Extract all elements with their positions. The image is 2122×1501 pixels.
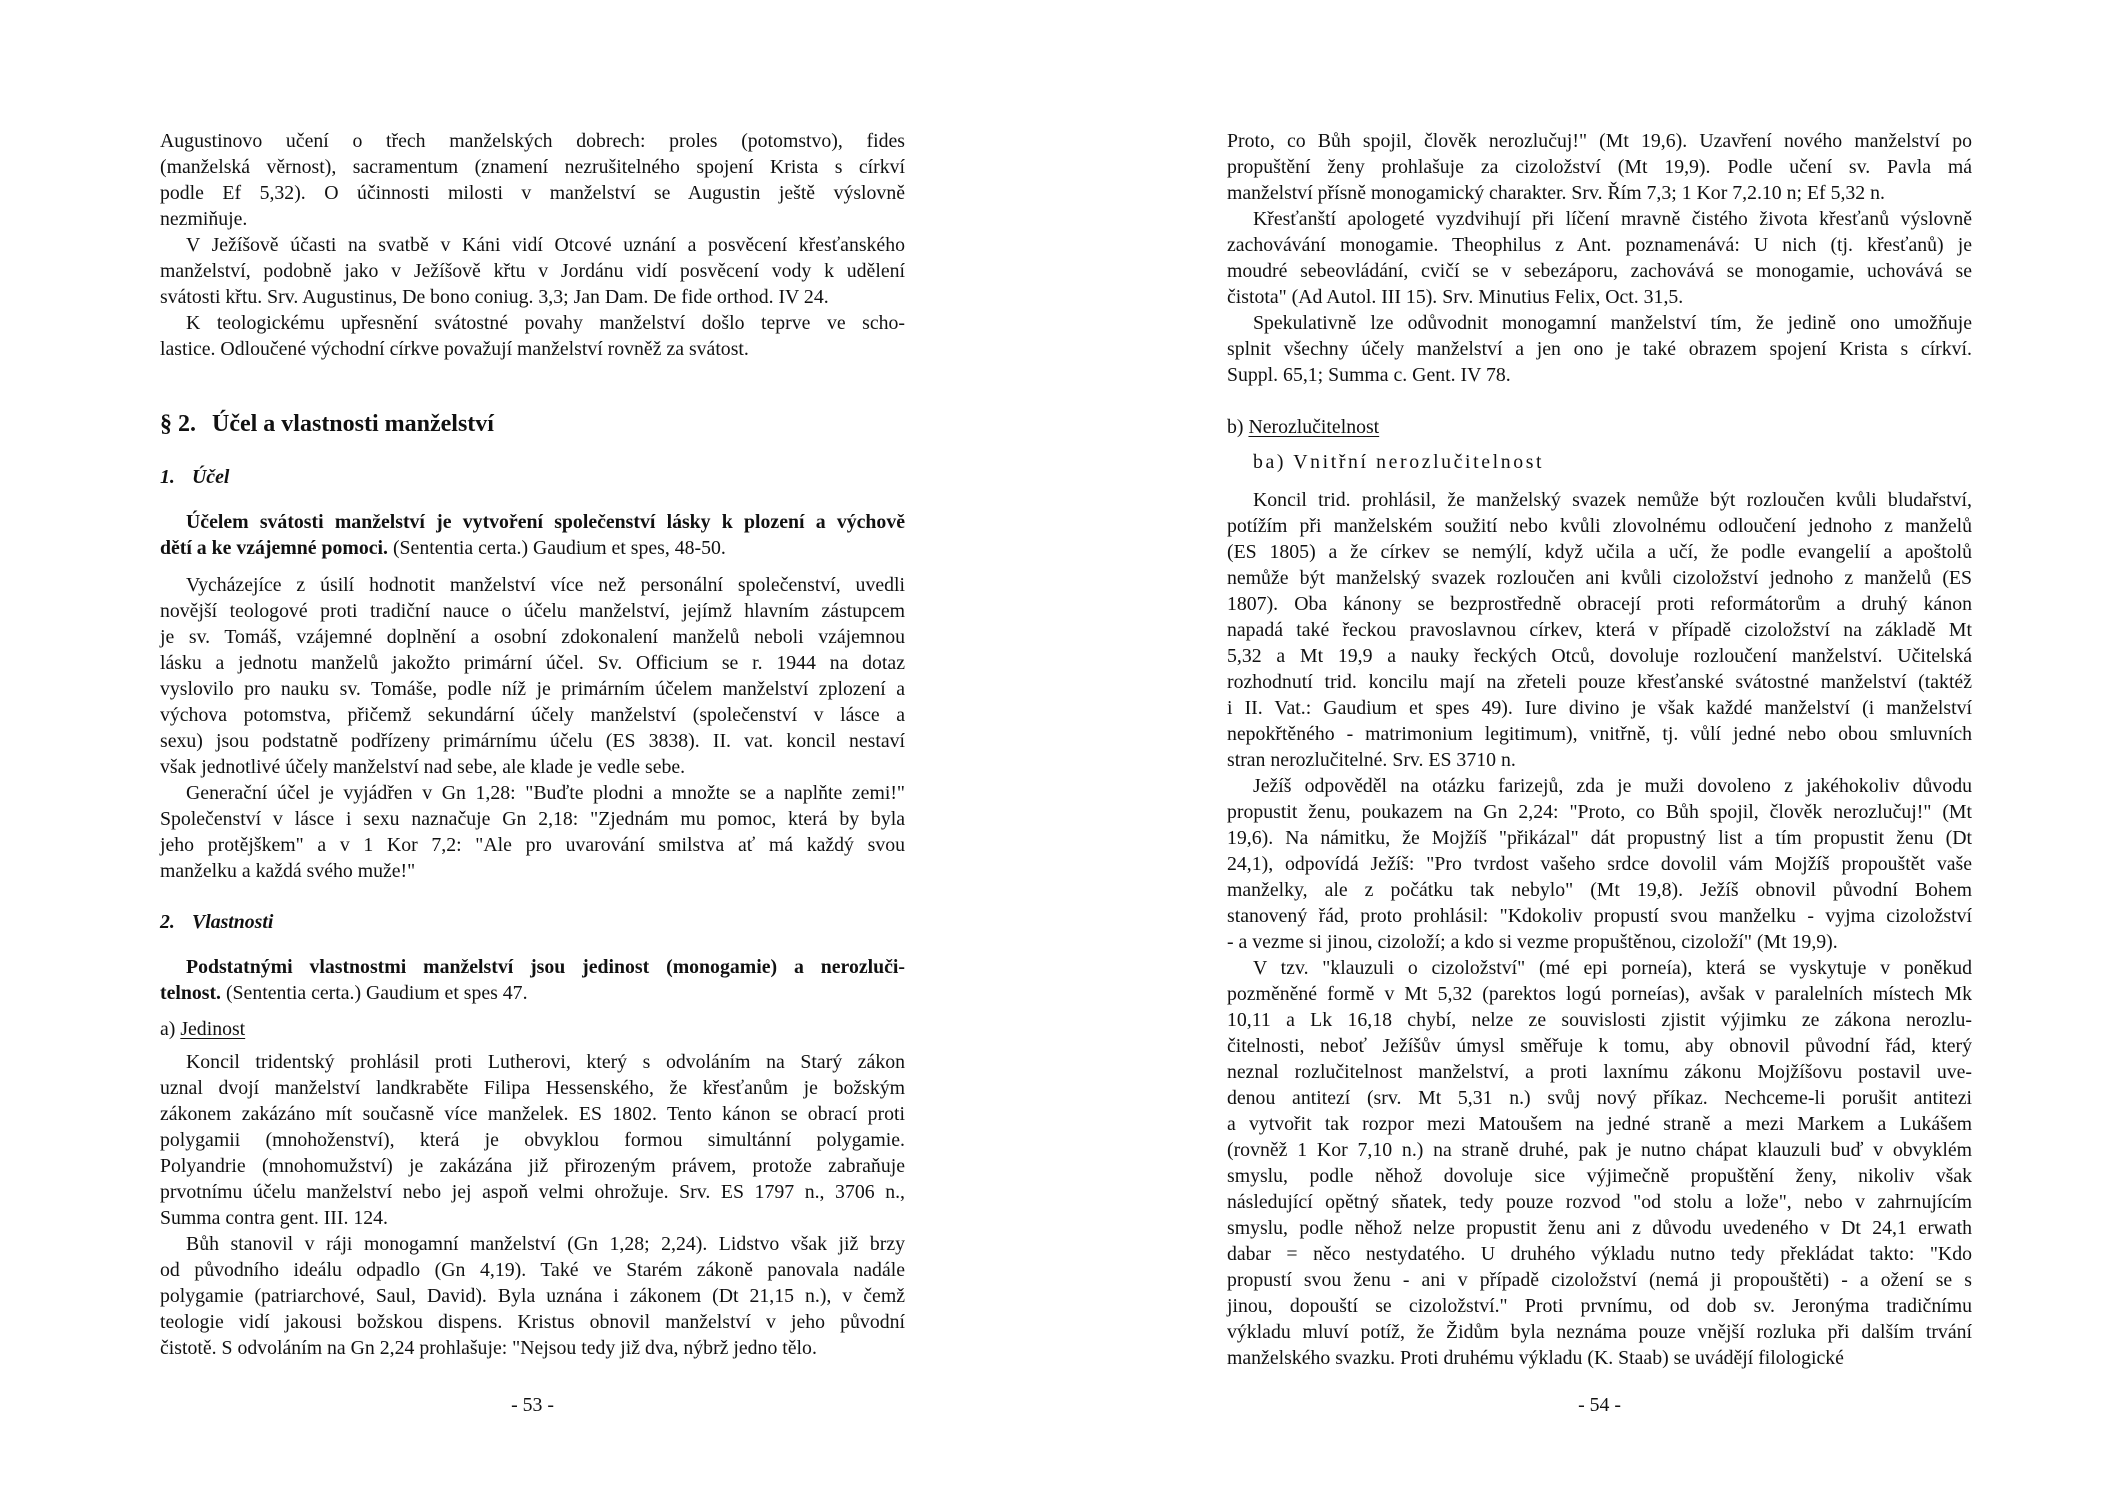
text-line: lastice. Odloučené východní církve považují manželství rovněž za svátost.	[160, 338, 749, 360]
text-line: jinou, dopouští se cizoložství." Proti prvnímu, od dob sv. Jeronýma tradičnímu	[1227, 1295, 1972, 1317]
text-line: čistota" (Ad Autol. III 15). Srv. Minutius Felix, Oct. 31,5.	[1227, 286, 1684, 308]
heading-title: Účel a vlastnosti manželství	[212, 411, 494, 437]
text-line: V Ježíšově účasti na svatbě v Káni vidí Otcové uznání a posvěcení křesťanského	[186, 234, 905, 256]
paragraph	[160, 1231, 905, 1361]
heading-title: Vlastnosti	[192, 911, 274, 933]
text-line: prvotnímu účelu manželství nebo jej aspoň velmi ohrožuje. Srv. ES 1797 n., 3706 n.,	[160, 1181, 905, 1203]
text-line: však jednotlivé účely manželství nad sebe, ale klade je vedle sebe.	[160, 756, 686, 778]
text-line: Proto, co Bůh spojil, člověk nerozlučuj!" (Mt 19,6). Uzavření nového manželství po	[1227, 130, 1972, 152]
text-line: Suppl. 65,1; Summa c. Gent. IV 78.	[1227, 364, 1511, 386]
text-line: zachovávání monogamie. Theophilus z Ant. poznamenává: U nich (tj. křesťanů) je	[1227, 234, 1972, 256]
thesis-statement	[160, 954, 905, 1006]
text-line: jeho protějškem" a v 1 Kor 7,2: "Ale pro uvarování smilstva ať má každý svou	[160, 834, 905, 856]
thesis-statement	[160, 509, 905, 561]
text-line: manželku a každá svého muže!"	[160, 860, 416, 882]
text-line: stanovený řád, proto prohlásil: "Kdokoliv propustí svou manželku - vyjma cizoložství	[1227, 905, 1972, 927]
heading-title: Vnitřní nerozlučitelnost	[1293, 451, 1545, 473]
text-line: splnit všechny účely manželství a jen ono je také obrazem spojení Krista s církví.	[1227, 338, 1972, 360]
text-line: propustit ženu, poukazem na Gn 2,24: "Proto, co Bůh spojil, člověk nerozlučuj!" (Mt	[1227, 801, 1972, 823]
heading-title: Jedinost	[180, 1018, 246, 1040]
text-line: 24,1), odpovídá Ježíš: "Pro tvrdost vašeho srdce dovolil vám Mojžíš propouštět vaše	[1227, 853, 1972, 875]
text-line: napadá také řeckou pravoslavnou církev, která v případě cizoložství na základě Mt	[1227, 619, 1972, 641]
paragraph	[160, 310, 905, 362]
heading-title: Účel	[192, 466, 230, 488]
text-line: moudré sebeovládání, cvičí se v sebezáporu, zachovává se monogamie, uchovává se	[1227, 260, 1972, 282]
heading-number: ba)	[1253, 451, 1287, 473]
text-line: Summa contra gent. III. 124.	[160, 1207, 388, 1229]
paragraph	[160, 128, 905, 232]
heading-title: Nerozlučitelnost	[1248, 416, 1380, 438]
paragraph	[1227, 206, 1972, 310]
text-line: a vytvořit tak rozpor mezi Matoušem na jedné straně a mezi Markem a Lukášem	[1227, 1113, 1972, 1135]
text-line: smyslu, podle něhož dovoluje sice výjimečně propuštění ženy, nikoliv však	[1227, 1165, 1972, 1187]
text-line: výchova potomstva, přičemž sekundární účely manželství (společenství v lásce a	[160, 704, 905, 726]
text-line: výkladu mluví potíž, že Židům byla neznáma pouze vnější rozluka při dalším trvání	[1227, 1321, 1972, 1343]
text-line: manželství, podobně jako v Ježíšově křtu v Jordánu vidí posvěcení vody k udělení	[160, 260, 905, 282]
text-line: potížím při manželském soužití nebo kvůli zlovolnému odloučení jednoho z manželů	[1227, 515, 1972, 537]
text-line: - a vezme si jinou, cizoloží; a kdo si vezme propuštěnou, cizoloží" (Mt 19,9).	[1227, 931, 1838, 953]
text-line: uznal dvojí manželství landkraběte Filipa Hessenského, že křesťanům je božským	[160, 1077, 905, 1099]
text-line: Vycházejíce z úsilí hodnotit manželství více než personální společenství, uvedli	[186, 574, 905, 596]
text-line: novější teologové proti tradiční nauce o účelu manželství, jejímž hlavním zástupcem	[160, 600, 905, 622]
sub-subsection-label	[1227, 449, 1972, 475]
text-line: 10,11 a Lk 16,18 chybí, nelze ze souvislosti zjistit výjimku ze zákona nerozlu-	[1227, 1009, 1972, 1031]
page-number-left: - 53 -	[511, 1394, 554, 1416]
text-line: manželky, ale z počátku tak nebylo" (Mt 19,8). Ježíš obnovil původní Bohem	[1227, 879, 1972, 901]
text-line: následující opětný sňatek, tedy pouze rozvod "od stolu a lože", nebo v zahrnujícím	[1227, 1191, 1972, 1213]
text-line: K teologickému upřesnění svátostné povahy manželství došlo teprve ve scho-	[186, 312, 905, 334]
paragraph	[160, 780, 905, 884]
subsection-heading	[160, 464, 905, 490]
text-line: svátosti křtu. Srv. Augustinus, De bono coniug. 3,3; Jan Dam. De fide orthod. IV 24.	[160, 286, 829, 308]
text-line: Ježíš odpověděl na otázku farizejů, zda je muži dovoleno z jakéhokoliv důvodu	[1253, 775, 1972, 797]
paragraph	[160, 232, 905, 310]
text-line: Polyandrie (mnohomužství) je zakázána již přirozeným právem, protože zabraňuje	[160, 1155, 905, 1177]
text-line: Křesťanští apologeté vyzdvihují při líčení mravně čistého života křesťanů výslovně	[1253, 208, 1972, 230]
heading-number: a)	[160, 1018, 176, 1040]
text-line: (rovněž 1 Kor 7,10 n.) na straně druhé, pak je nutno chápat klauzuli buď v obvyklém	[1227, 1139, 1972, 1161]
bold-text: Účelem svátosti manželství je vytvoření společenství lásky k plození a výchově	[186, 511, 905, 533]
subsection-label	[1227, 414, 1972, 440]
text-line: manželského svazku. Proti druhému výkladu (K. Staab) se uvádějí filologické	[1227, 1347, 1844, 1369]
paragraph	[1227, 487, 1972, 773]
text-line: propuštění ženy prohlašuje za cizoložství (Mt 19,9). Podle učení sv. Pavla má	[1227, 156, 1972, 178]
text-line: teologie vidí jakousi božskou dispens. Kristus obnovil manželství v jeho původní	[160, 1311, 905, 1333]
subsection-label	[160, 1016, 905, 1042]
text-line: nepokřtěného - matrimonium legitimum), vnitřně, tj. vůlí jedné nebo obou smluvních	[1227, 723, 1972, 745]
bold-text: dětí a ke vzájemné pomoci.	[160, 537, 388, 559]
text-line: dabar = něco nestydatého. U druhého výkladu nutno tedy překládat takto: "Kdo	[1227, 1243, 1972, 1265]
text-line: 1807). Oba kánony se bezprostředně obracejí proti reformátorům a druhý kánon	[1227, 593, 1972, 615]
text-line: polygamie (patriarchové, Saul, David). Byla uznána i zákonem (Dt 21,15 n.), v čemž	[160, 1285, 905, 1307]
text-line: Augustinovo učení o třech manželských dobrech: proles (potomstvo), fides	[160, 130, 905, 152]
paragraph	[1227, 128, 1972, 206]
text-line: (manželská věrnost), sacramentum (znamení nezrušitelného spojení Krista s církví	[160, 156, 905, 178]
text-line: zákonem zakázáno mít současně více manželek. ES 1802. Tento kánon se obrací proti	[160, 1103, 905, 1125]
page-54-text	[1227, 128, 1972, 1371]
normal-text: (Sententia certa.) Gaudium et spes 47.	[221, 982, 528, 1004]
text-line: sexu) jsou podstatně podřízeny primárnímu účelu (ES 3838). II. vat. koncil nestaví	[160, 730, 905, 752]
text-line: nezmiňuje.	[160, 208, 248, 230]
text-line: Generační účel je vyjádřen v Gn 1,28: "Buďte plodni a množte se a naplňte zemi!"	[186, 782, 905, 804]
text-line	[160, 954, 905, 980]
text-line: vyslovilo pro nauku sv. Tomáše, podle níž je primárním účelem manželství zplození a	[160, 678, 905, 700]
text-line: propustí svou ženu - ani v případě cizoložství (nemá ji propouštěti) - a ožení se s	[1227, 1269, 1972, 1291]
text-line: čistotě. S odvoláním na Gn 2,24 prohlašuje: "Nejsou tedy již dva, nýbrž jedno tělo.	[160, 1337, 817, 1359]
text-line: čitelnosti, neboť Ježíšův úmysl směřuje k tomu, aby obnovil původní řád, který	[1227, 1035, 1972, 1057]
heading-number: § 2.	[160, 411, 196, 437]
text-line: pozměněné formě v Mt 5,32 (parektos logú porneías), avšak v paralelních místech Mk	[1227, 983, 1972, 1005]
text-line: lásku a jednotu manželů jakožto primární účel. Sv. Officium se r. 1944 na dotaz	[160, 652, 905, 674]
page-number-right: - 54 -	[1578, 1394, 1621, 1416]
text-line: nemůže být manželský svazek rozloučen ani kvůli cizoložství jednoho z manželů (ES	[1227, 567, 1972, 589]
text-line	[160, 535, 905, 561]
section-heading	[160, 409, 905, 439]
bold-text: Podstatnými vlastnostmi manželství jsou jedinost (monogamie) a nerozluči-	[186, 956, 905, 978]
paragraph	[1227, 955, 1972, 1371]
heading-number: b)	[1227, 416, 1244, 438]
text-line: rozhodnutí trid. koncilu mají na zřeteli pouze křesťanské svátostné manželství (taktéž	[1227, 671, 1972, 693]
text-line: denou antitezí (srv. Mt 5,31 n.) svůj nový příkaz. Nechceme-li porušit antitezi	[1227, 1087, 1972, 1109]
paragraph	[160, 1049, 905, 1231]
text-line	[160, 980, 905, 1006]
text-line: stran nerozlučitelné. Srv. ES 3710 n.	[1227, 749, 1516, 771]
text-line: od původního ideálu odpadlo (Gn 4,19). Také ve Starém zákoně panovala nadále	[160, 1259, 905, 1281]
text-line	[160, 509, 905, 535]
paragraph	[1227, 773, 1972, 955]
bold-text: telnost.	[160, 982, 221, 1004]
text-line: Koncil trid. prohlásil, že manželský svazek nemůže být rozloučen kvůli bludařství,	[1253, 489, 1972, 511]
paragraph	[160, 572, 905, 780]
text-line: i II. Vat.: Gaudium et spes 49). Iure divino je však každé manželství (i manželství	[1227, 697, 1972, 719]
text-line: je sv. Tomáš, vzájemné doplnění a osobní zdokonalení manželů neboli vzájemnou	[160, 626, 905, 648]
text-line: 19,6). Na námitku, že Mojžíš "přikázal" dát propustný list a tím propustit ženu (Dt	[1227, 827, 1972, 849]
paragraph	[1227, 310, 1972, 388]
text-line: Koncil tridentský prohlásil proti Lutherovi, který s odvoláním na Starý zákon	[186, 1051, 905, 1073]
text-line: neznal rozlučitelnost manželství, a proti laxnímu zákonu Mojžíšovu postavil uve-	[1227, 1061, 1972, 1083]
text-line: Bůh stanovil v ráji monogamní manželství (Gn 1,28; 2,24). Lidstvo však již brzy	[186, 1233, 905, 1255]
page-53-text	[160, 128, 905, 1361]
heading-number: 1.	[160, 466, 175, 488]
text-line: 5,32 a Mt 19,9 a nauky řeckých Otců, dovoluje rozloučení manželství. Učitelská	[1227, 645, 1972, 667]
text-line: Společenství v lásce i sexu naznačuje Gn 2,18: "Zjednám mu pomoc, která by byla	[160, 808, 905, 830]
text-line: (ES 1805) a že církev se nemýlí, když učila a učí, že podle evangelií a apoštolů	[1227, 541, 1972, 563]
text-line: polygamii (mnohoženství), která je obvyklou formou simultánní polygamie.	[160, 1129, 905, 1151]
text-line: V tzv. "klauzuli o cizoložství" (mé epi porneía), která se vyskytuje v poněkud	[1253, 957, 1972, 979]
text-line: Spekulativně lze odůvodnit monogamní manželství tím, že jedině ono umožňuje	[1253, 312, 1972, 334]
subsection-heading	[160, 909, 905, 935]
normal-text: (Sententia certa.) Gaudium et spes, 48-50.	[388, 537, 726, 559]
heading-number: 2.	[160, 911, 175, 933]
text-line: smyslu, podle něhož nelze propustit ženu ani z důvodu uvedeného v Dt 24,1 erwath	[1227, 1217, 1972, 1239]
text-line: manželství přísně monogamický charakter. Srv. Řím 7,3; 1 Kor 7,2.10 n; Ef 5,32 n.	[1227, 182, 1885, 204]
text-line: podle Ef 5,32). O účinnosti milosti v manželství se Augustin ještě výslovně	[160, 182, 905, 204]
